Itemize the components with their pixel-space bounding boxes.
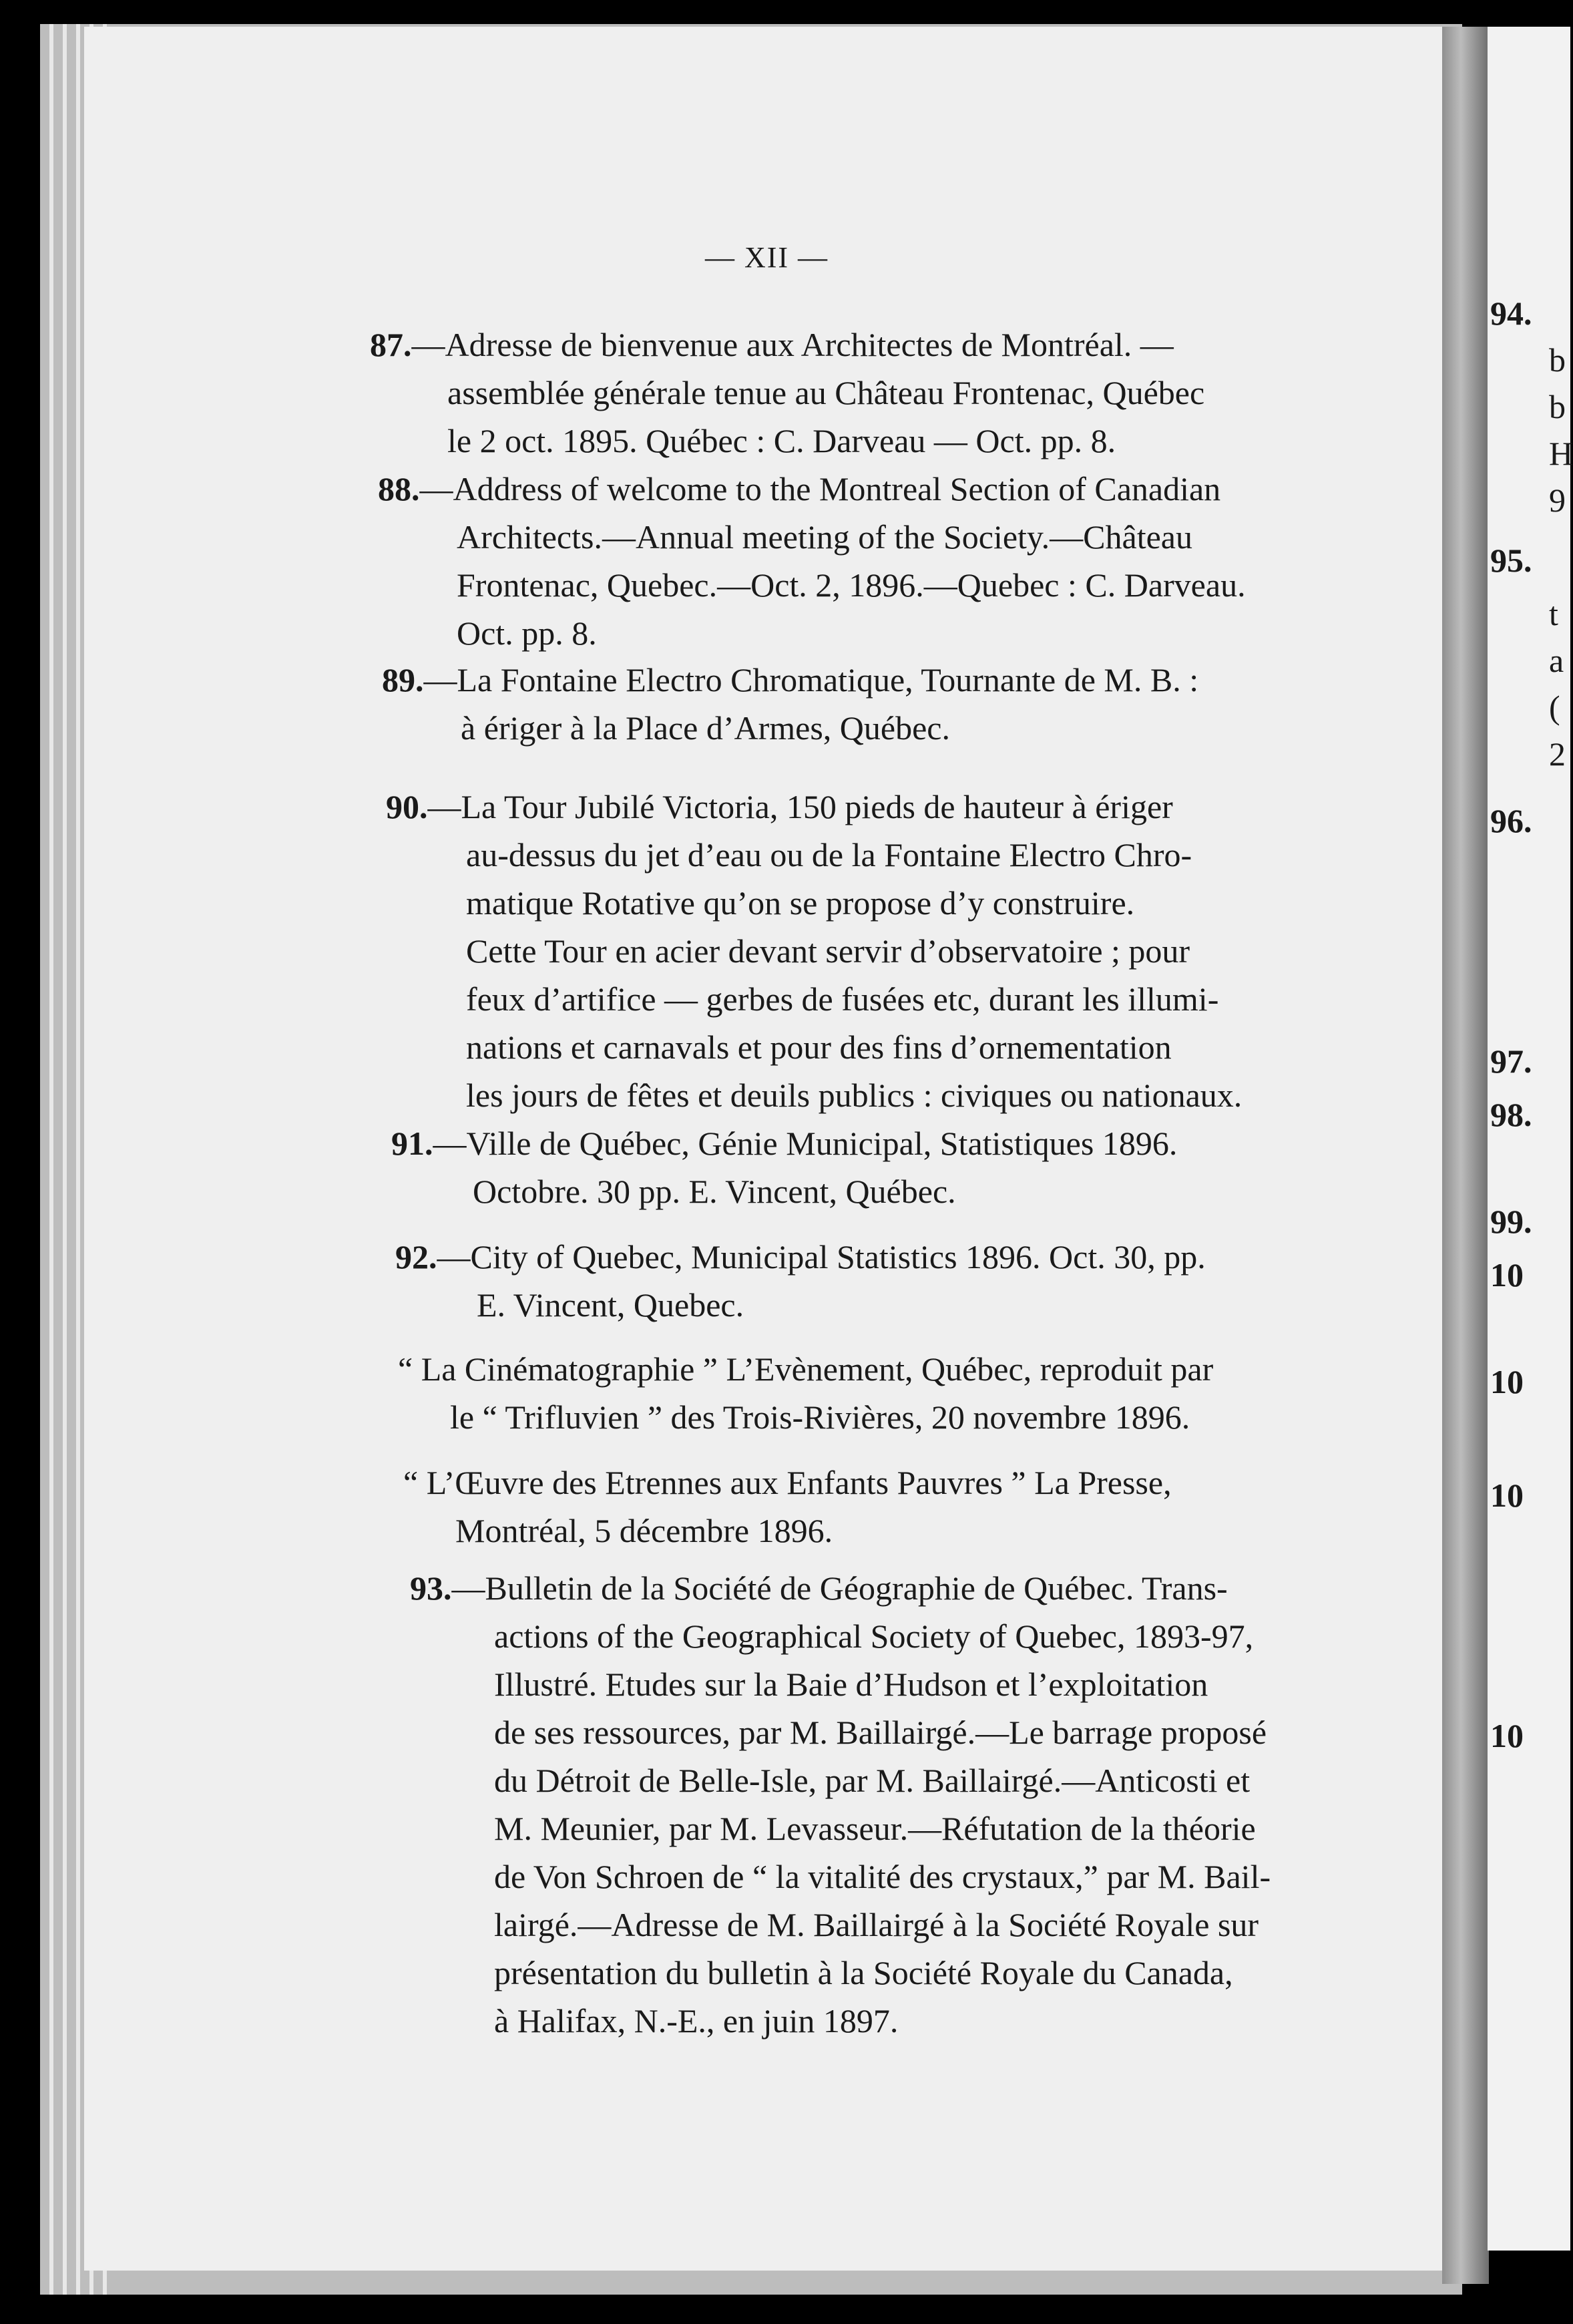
entry-number: 88. xyxy=(378,470,420,508)
entry-line xyxy=(382,704,1198,752)
entry-line xyxy=(395,1281,1206,1329)
entry-line xyxy=(410,1901,1271,1949)
entry-line xyxy=(378,609,1246,657)
entry-number: 91. xyxy=(391,1125,433,1162)
entry-line xyxy=(370,321,1204,369)
facing-text-fragment: 9 xyxy=(1549,481,1566,519)
entry-line xyxy=(410,1949,1271,1997)
entry-text: Frontenac, Quebec.—Oct. 2, 1896.—Quebec : C. Darveau. xyxy=(457,566,1246,604)
entry-line xyxy=(410,1612,1271,1660)
entry-line xyxy=(391,1119,1177,1167)
facing-text-fragment: ( xyxy=(1549,689,1560,726)
facing-text-fragment: a xyxy=(1549,642,1564,679)
entry-text: feux d’artifice — gerbes de fusées etc, durant les illumi- xyxy=(466,980,1219,1018)
entry-text: “ L’Œuvre des Etrennes aux Enfants Pauvres ” La Presse, xyxy=(403,1464,1172,1501)
entry-line xyxy=(382,656,1198,704)
entry-line xyxy=(386,1023,1242,1071)
book-page xyxy=(84,27,1449,2271)
entry-number: 93. xyxy=(410,1569,452,1607)
facing-text-fragment: 2 xyxy=(1549,735,1566,773)
facing-entry-number: 10 xyxy=(1490,1717,1524,1754)
entry-text: Cette Tour en acier devant servir d’observatoire ; pour xyxy=(466,932,1190,970)
entry-line xyxy=(403,1459,1172,1507)
bibliography-entry xyxy=(382,656,1198,752)
facing-entry-number: 10 xyxy=(1490,1363,1524,1400)
entry-number: 90. xyxy=(386,788,428,825)
entry-text: présentation du bulletin à la Société Royale du Canada, xyxy=(494,1954,1233,1991)
entry-line xyxy=(386,783,1242,831)
facing-text-fragment: b xyxy=(1549,341,1566,379)
entry-text: —Ville de Québec, Génie Municipal, Statistiques 1896. xyxy=(433,1125,1178,1162)
entry-line xyxy=(410,1564,1271,1612)
page-edge xyxy=(49,24,53,2295)
entry-line xyxy=(378,465,1246,513)
entry-line xyxy=(398,1345,1213,1393)
entry-text: à ériger à la Place d’Armes, Québec. xyxy=(461,709,950,747)
entry-line xyxy=(410,1804,1271,1853)
facing-entry-number: 96. xyxy=(1490,802,1532,839)
entry-text: Montréal, 5 décembre 1896. xyxy=(455,1512,833,1549)
entry-text: à Halifax, N.-E., en juin 1897. xyxy=(494,2002,899,2040)
entry-line xyxy=(398,1393,1213,1441)
bibliography-entry xyxy=(398,1345,1213,1441)
entry-line xyxy=(391,1167,1177,1215)
facing-entry-number: 95. xyxy=(1490,542,1532,579)
facing-entry-number: 10 xyxy=(1490,1477,1524,1514)
bibliography-entry xyxy=(410,1564,1271,2045)
book-gutter xyxy=(1442,27,1489,2284)
page-header: — XII — xyxy=(704,241,829,274)
entry-text: matique Rotative qu’on se propose d’y construire. xyxy=(466,884,1135,922)
entry-text: —Adresse de bienvenue aux Architectes de Montréal. — xyxy=(411,326,1174,363)
page-edge xyxy=(63,24,67,2295)
entry-text: —Address of welcome to the Montreal Section of Canadian xyxy=(419,470,1221,508)
entry-line xyxy=(386,975,1242,1023)
entry-text: —Bulletin de la Société de Géographie de Québec. Trans- xyxy=(451,1569,1228,1607)
entry-line xyxy=(386,1071,1242,1119)
entry-text: du Détroit de Belle-Isle, par M. Baillairgé.—Anticosti et xyxy=(494,1762,1251,1799)
entry-line xyxy=(410,1853,1271,1901)
entry-text: nations et carnavals et pour des fins d’ornementation xyxy=(466,1028,1172,1066)
facing-text-fragment: b xyxy=(1549,388,1566,425)
entry-text: —La Tour Jubilé Victoria, 150 pieds de hauteur à ériger xyxy=(427,788,1173,825)
entry-line xyxy=(370,417,1204,465)
entry-line xyxy=(370,369,1204,417)
facing-entry-number: 94. xyxy=(1490,295,1532,332)
facing-entry-number: 99. xyxy=(1490,1203,1532,1240)
facing-page-fragment xyxy=(1488,27,1573,2251)
entry-text: M. Meunier, par M. Levasseur.—Réfutation de la théorie xyxy=(494,1810,1256,1847)
bibliography-entry xyxy=(378,465,1246,657)
entry-text: Oct. pp. 8. xyxy=(457,614,597,652)
entry-number: 92. xyxy=(395,1238,437,1276)
entry-line xyxy=(410,1660,1271,1708)
bibliography-entry xyxy=(403,1459,1172,1555)
entry-text: Octobre. 30 pp. E. Vincent, Québec. xyxy=(473,1173,956,1210)
facing-text-fragment: t xyxy=(1549,595,1558,632)
entry-line xyxy=(410,1756,1271,1804)
page-edge xyxy=(76,24,80,2295)
bibliography-entry xyxy=(391,1119,1177,1215)
entry-line xyxy=(378,561,1246,609)
entry-line xyxy=(410,1708,1271,1756)
entry-text: le “ Trifluvien ” des Trois-Rivières, 20 novembre 1896. xyxy=(450,1398,1190,1436)
entry-text: de ses ressources, par M. Baillairgé.—Le barrage proposé xyxy=(494,1714,1267,1751)
entry-text: assemblée générale tenue au Château Frontenac, Québec xyxy=(447,374,1205,411)
facing-entry-number: 97. xyxy=(1490,1042,1532,1080)
facing-text-fragment: H xyxy=(1549,435,1573,472)
entry-text: Illustré. Etudes sur la Baie d’Hudson et l’exploitation xyxy=(494,1666,1208,1703)
entry-text: E. Vincent, Quebec. xyxy=(477,1286,744,1324)
entry-line xyxy=(403,1507,1172,1555)
entry-number: 89. xyxy=(382,661,424,699)
entry-line xyxy=(386,831,1242,879)
entry-line xyxy=(386,927,1242,975)
facing-entry-number: 10 xyxy=(1490,1256,1524,1294)
entry-text: le 2 oct. 1895. Québec : C. Darveau — Oct. pp. 8. xyxy=(447,422,1116,459)
bibliography-entry xyxy=(386,783,1242,1119)
entry-text: —La Fontaine Electro Chromatique, Tournante de M. B. : xyxy=(423,661,1199,699)
bibliography-entry xyxy=(370,321,1204,465)
entry-text: les jours de fêtes et deuils publics : civiques ou nationaux. xyxy=(466,1077,1243,1114)
entry-text: Architects.—Annual meeting of the Society.—Château xyxy=(457,518,1193,556)
bibliography-entry xyxy=(395,1233,1206,1329)
entry-number: 87. xyxy=(370,326,412,363)
entry-text: “ La Cinématographie ” L’Evènement, Québec, reproduit par xyxy=(398,1350,1214,1388)
entry-line xyxy=(395,1233,1206,1281)
entry-line xyxy=(386,879,1242,927)
entry-text: de Von Schroen de “ la vitalité des crystaux,” par M. Bail- xyxy=(494,1858,1271,1895)
entry-text: —City of Quebec, Municipal Statistics 1896. Oct. 30, pp. xyxy=(437,1238,1206,1276)
entry-line xyxy=(378,513,1246,561)
entry-text: lairgé.—Adresse de M. Baillairgé à la Société Royale sur xyxy=(494,1906,1259,1943)
facing-entry-number: 98. xyxy=(1490,1096,1532,1133)
entry-text: actions of the Geographical Society of Quebec, 1893-97, xyxy=(494,1617,1254,1655)
entry-text: au-dessus du jet d’eau ou de la Fontaine Electro Chro- xyxy=(466,836,1192,874)
entry-line xyxy=(410,1997,1271,2045)
